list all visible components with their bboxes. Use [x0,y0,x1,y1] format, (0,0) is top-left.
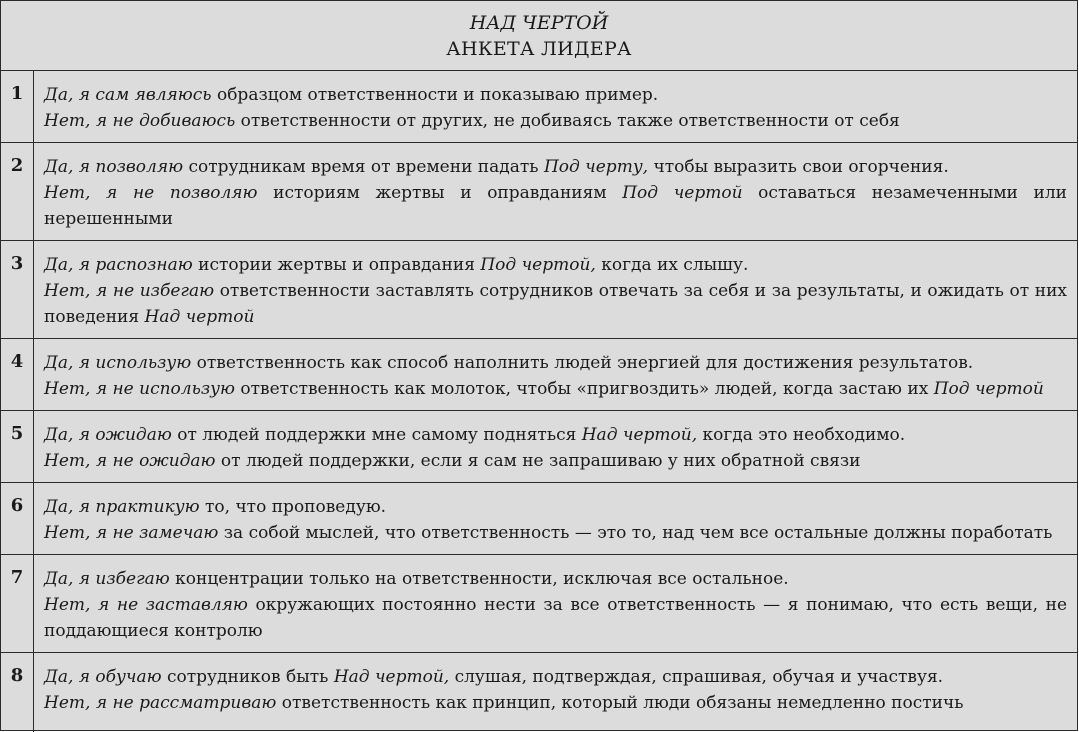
emphasis-text: Да, я избегаю [44,569,170,589]
emphasis-text: Нет, я не ожидаю [44,451,216,471]
emphasis-text: Под черту, [543,157,649,177]
no-statement [44,520,1067,546]
yes-statement [44,422,1067,448]
emphasis-text: Да, я обучаю [44,667,162,687]
statement-text: от людей поддержки, если я сам не запрашиваю у них обратной связи [215,451,861,471]
no-statement [44,376,1067,402]
statement-text: ответственности заставлять сотрудников отвечать за себя и за результаты, и ожидать от них поведения [44,281,1067,327]
row-statements [34,483,1077,554]
statement-text: сотрудников быть [161,667,334,687]
emphasis-text: Нет, я не замечаю [44,523,219,543]
statement-text: оставаться незамеченными или нерешенными [44,183,1067,229]
table-row [1,411,1077,483]
row-statements [34,411,1077,482]
statement-text: ответственность как молоток, чтобы «пригвоздить» людей, когда застаю их [234,379,934,399]
row-number: 6 [1,483,34,554]
no-statement [44,592,1067,644]
row-statements [34,143,1077,240]
table-title: НАД ЧЕРТОЙ [469,12,609,34]
emphasis-text: Над чертой [144,307,255,327]
row-number: 7 [1,555,34,652]
emphasis-text: Да, я сам являюсь [44,85,212,105]
statement-text: ответственность как способ наполнить людей энергией для достижения результатов. [191,353,974,373]
statement-text: концентрации только на ответственности, исключая все остальное. [169,569,789,589]
emphasis-text: Нет, я не избегаю [44,281,215,301]
table-row [1,71,1077,143]
statement-text: чтобы выразить свои огорчения. [648,157,949,177]
row-statements [34,653,1077,732]
row-number: 2 [1,143,34,240]
emphasis-text: Нет, я не использую [44,379,235,399]
emphasis-text: Под чертой, [480,255,596,275]
yes-statement [44,566,1067,592]
no-statement [44,180,1067,232]
statement-text: истории жертвы и оправдания [192,255,481,275]
no-statement [44,278,1067,330]
emphasis-text: Нет, я не добиваюсь [44,111,236,131]
no-statement [44,448,1067,474]
yes-statement [44,664,1067,690]
row-statements [34,241,1077,338]
row-number: 4 [1,339,34,410]
emphasis-text: Над чертой, [581,425,698,445]
statement-text: сотрудникам время от времени падать [183,157,544,177]
statement-text: ответственность как принцип, который люди обязаны немедленно постичь [276,693,964,713]
emphasis-text: Да, я ожидаю [44,425,172,445]
yes-statement [44,350,1067,376]
statement-text: то, что проповедую. [199,497,387,517]
table-subtitle: АНКЕТА ЛИДЕРА [446,38,632,60]
yes-statement [44,494,1067,520]
statement-text: ответственности от других, не добиваясь также ответственности от себя [235,111,900,131]
statement-text: слушая, подтверждая, спрашивая, обучая и участвуя. [449,667,944,687]
emphasis-text: Да, я практикую [44,497,200,517]
row-number: 3 [1,241,34,338]
table-header [1,1,1077,71]
table-row [1,653,1077,732]
statement-text: когда их слышу. [595,255,749,275]
emphasis-text: Да, я распознаю [44,255,193,275]
emphasis-text: Под чертой [622,183,743,203]
table-row [1,143,1077,241]
row-statements [34,71,1077,142]
statement-text: историям жертвы и оправданиям [257,183,623,203]
emphasis-text: Да, я позволяю [44,157,184,177]
table-row [1,241,1077,339]
statement-text: от людей поддержки мне самому подняться [171,425,582,445]
table-row [1,339,1077,411]
row-number: 5 [1,411,34,482]
emphasis-text: Нет, я не позволяю [44,183,258,203]
questionnaire-rows [1,71,1077,732]
row-number: 8 [1,653,34,732]
statement-text: образцом ответственности и показываю пример. [211,85,659,105]
emphasis-text: Нет, я не заставляю [44,595,248,615]
statement-text: окружающих постоянно нести за все ответственность — я понимаю, что есть вещи, не поддающиеся контролю [44,595,1067,641]
emphasis-text: Нет, я не рассматриваю [44,693,277,713]
emphasis-text: Над чертой, [333,667,450,687]
row-statements [34,339,1077,410]
row-statements [34,555,1077,652]
yes-statement [44,82,1067,108]
emphasis-text: Под чертой [933,379,1044,399]
yes-statement [44,154,1067,180]
emphasis-text: Да, я использую [44,353,192,373]
no-statement [44,690,1067,716]
yes-statement [44,252,1067,278]
statement-text: когда это необходимо. [697,425,906,445]
statement-text: за собой мыслей, что ответственность — это то, над чем все остальные должны поработать [218,523,1053,543]
row-number: 1 [1,71,34,142]
no-statement [44,108,1067,134]
table-row [1,483,1077,555]
table-row [1,555,1077,653]
